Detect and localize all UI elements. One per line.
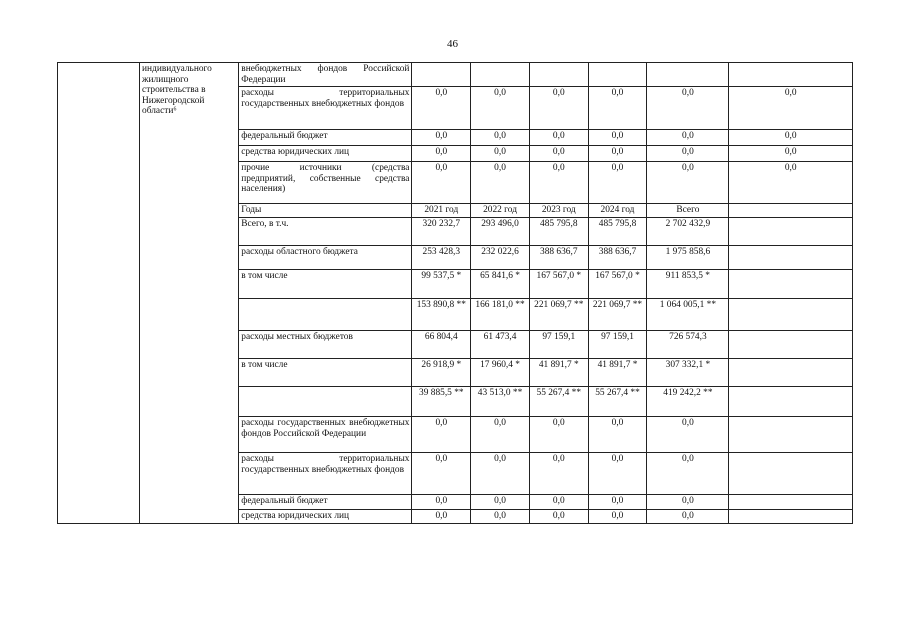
value-cell: 0,0 — [412, 453, 471, 495]
value-cell — [471, 63, 530, 87]
value-cell: 41 891,7 * — [588, 359, 647, 387]
value-cell: 0,0 — [588, 417, 647, 453]
value-cell: 0,0 — [647, 510, 729, 524]
row-label: расходы территориальных государственных внебюджетных фондов — [239, 87, 412, 130]
value-cell: 43 513,0 ** — [471, 387, 530, 417]
row-label: расходы областного бюджета — [239, 246, 412, 270]
value-cell: 2 702 432,9 — [647, 218, 729, 246]
value-cell: 0,0 — [471, 495, 530, 510]
value-cell: 0,0 — [471, 453, 530, 495]
value-cell: 388 636,7 — [529, 246, 588, 270]
value-cell: 0,0 — [588, 146, 647, 162]
value-cell: 0,0 — [412, 87, 471, 130]
value-cell — [729, 63, 853, 87]
row-label: расходы местных бюджетов — [239, 331, 412, 359]
year-header-cell: 2022 год — [471, 204, 530, 218]
value-cell: 153 890,8 ** — [412, 299, 471, 331]
value-cell: 0,0 — [529, 130, 588, 146]
value-cell: 221 069,7 ** — [588, 299, 647, 331]
value-cell: 485 795,8 — [529, 218, 588, 246]
page-number: 46 — [447, 38, 458, 50]
value-cell — [588, 63, 647, 87]
value-cell: 0,0 — [647, 130, 729, 146]
years-header-label: Годы — [239, 204, 412, 218]
value-cell: 221 069,7 ** — [529, 299, 588, 331]
value-cell: 388 636,7 — [588, 246, 647, 270]
value-cell: 320 232,7 — [412, 218, 471, 246]
value-cell: 0,0 — [647, 417, 729, 453]
value-cell: 1 064 005,1 ** — [647, 299, 729, 331]
value-cell — [729, 359, 853, 387]
value-cell: 0,0 — [729, 162, 853, 204]
value-cell: 0,0 — [647, 146, 729, 162]
row-label: в том числе — [239, 270, 412, 299]
value-cell: 419 242,2 ** — [647, 387, 729, 417]
value-cell: 65 841,6 * — [471, 270, 530, 299]
value-cell: 0,0 — [729, 130, 853, 146]
value-cell — [729, 331, 853, 359]
value-cell — [729, 246, 853, 270]
value-cell: 41 891,7 * — [529, 359, 588, 387]
value-cell: 307 332,1 * — [647, 359, 729, 387]
value-cell: 0,0 — [471, 417, 530, 453]
value-cell: 232 022,6 — [471, 246, 530, 270]
year-header-cell: Всего — [647, 204, 729, 218]
value-cell: 66 804,4 — [412, 331, 471, 359]
year-header-cell: 2021 год — [412, 204, 471, 218]
value-cell: 55 267,4 ** — [529, 387, 588, 417]
value-cell: 97 159,1 — [529, 331, 588, 359]
value-cell: 485 795,8 — [588, 218, 647, 246]
value-cell: 0,0 — [588, 453, 647, 495]
value-cell: 0,0 — [529, 417, 588, 453]
value-cell: 0,0 — [729, 146, 853, 162]
row-label: Всего, в т.ч. — [239, 218, 412, 246]
value-cell: 0,0 — [529, 146, 588, 162]
value-cell: 61 473,4 — [471, 331, 530, 359]
value-cell: 0,0 — [412, 495, 471, 510]
value-cell: 0,0 — [647, 453, 729, 495]
value-cell — [729, 387, 853, 417]
value-cell: 97 159,1 — [588, 331, 647, 359]
row-label: федеральный бюджет — [239, 495, 412, 510]
value-cell: 0,0 — [412, 510, 471, 524]
value-cell: 26 918,9 * — [412, 359, 471, 387]
value-cell: 167 567,0 * — [588, 270, 647, 299]
value-cell — [647, 63, 729, 87]
value-cell: 167 567,0 * — [529, 270, 588, 299]
value-cell: 166 181,0 ** — [471, 299, 530, 331]
value-cell: 0,0 — [588, 495, 647, 510]
row-label: расходы государственных внебюджетных фондов Российской Федерации — [239, 417, 412, 453]
value-cell: 0,0 — [471, 87, 530, 130]
year-header-cell: 2024 год — [588, 204, 647, 218]
value-cell: 726 574,3 — [647, 331, 729, 359]
value-cell — [729, 510, 853, 524]
value-cell: 0,0 — [471, 130, 530, 146]
row-label: внебюджетных фондов Российской Федерации — [239, 63, 412, 87]
value-cell: 0,0 — [529, 495, 588, 510]
value-cell: 0,0 — [588, 130, 647, 146]
value-cell — [729, 417, 853, 453]
row-label: средства юридических лиц — [239, 146, 412, 162]
value-cell — [729, 453, 853, 495]
row-label: федеральный бюджет — [239, 130, 412, 146]
row-number-cell — [58, 63, 140, 524]
value-cell — [729, 299, 853, 331]
year-header-cell: 2023 год — [529, 204, 588, 218]
table-row — [58, 63, 853, 87]
value-cell: 0,0 — [647, 162, 729, 204]
value-cell: 0,0 — [647, 87, 729, 130]
value-cell: 253 428,3 — [412, 246, 471, 270]
value-cell — [729, 495, 853, 510]
value-cell: 293 496,0 — [471, 218, 530, 246]
value-cell: 0,0 — [471, 146, 530, 162]
value-cell: 0,0 — [471, 162, 530, 204]
value-cell: 911 853,5 * — [647, 270, 729, 299]
value-cell: 0,0 — [412, 417, 471, 453]
value-cell: 0,0 — [412, 162, 471, 204]
value-cell: 0,0 — [471, 510, 530, 524]
value-cell — [729, 218, 853, 246]
measure-name: индивидуального жилищного строительства в Нижегородской области⁶ — [140, 63, 239, 524]
value-cell: 0,0 — [729, 87, 853, 130]
value-cell: 0,0 — [529, 162, 588, 204]
row-label: средства юридических лиц — [239, 510, 412, 524]
row-label: расходы территориальных государственных внебюджетных фондов — [239, 453, 412, 495]
value-cell: 0,0 — [529, 510, 588, 524]
value-cell: 0,0 — [588, 162, 647, 204]
year-header-cell — [729, 204, 853, 218]
value-cell: 1 975 858,6 — [647, 246, 729, 270]
value-cell: 99 537,5 * — [412, 270, 471, 299]
value-cell: 0,0 — [529, 453, 588, 495]
value-cell: 17 960,4 * — [471, 359, 530, 387]
value-cell: 39 885,5 ** — [412, 387, 471, 417]
value-cell: 0,0 — [529, 87, 588, 130]
budget-table — [57, 62, 853, 524]
value-cell — [529, 63, 588, 87]
row-label — [239, 387, 412, 417]
value-cell: 0,0 — [647, 495, 729, 510]
value-cell — [729, 270, 853, 299]
row-label — [239, 299, 412, 331]
value-cell — [412, 63, 471, 87]
value-cell: 0,0 — [412, 130, 471, 146]
value-cell: 0,0 — [588, 87, 647, 130]
row-label: в том числе — [239, 359, 412, 387]
value-cell: 0,0 — [588, 510, 647, 524]
value-cell: 55 267,4 ** — [588, 387, 647, 417]
row-label: прочие источники (средства предприятий, собственные средства населения) — [239, 162, 412, 204]
value-cell: 0,0 — [412, 146, 471, 162]
